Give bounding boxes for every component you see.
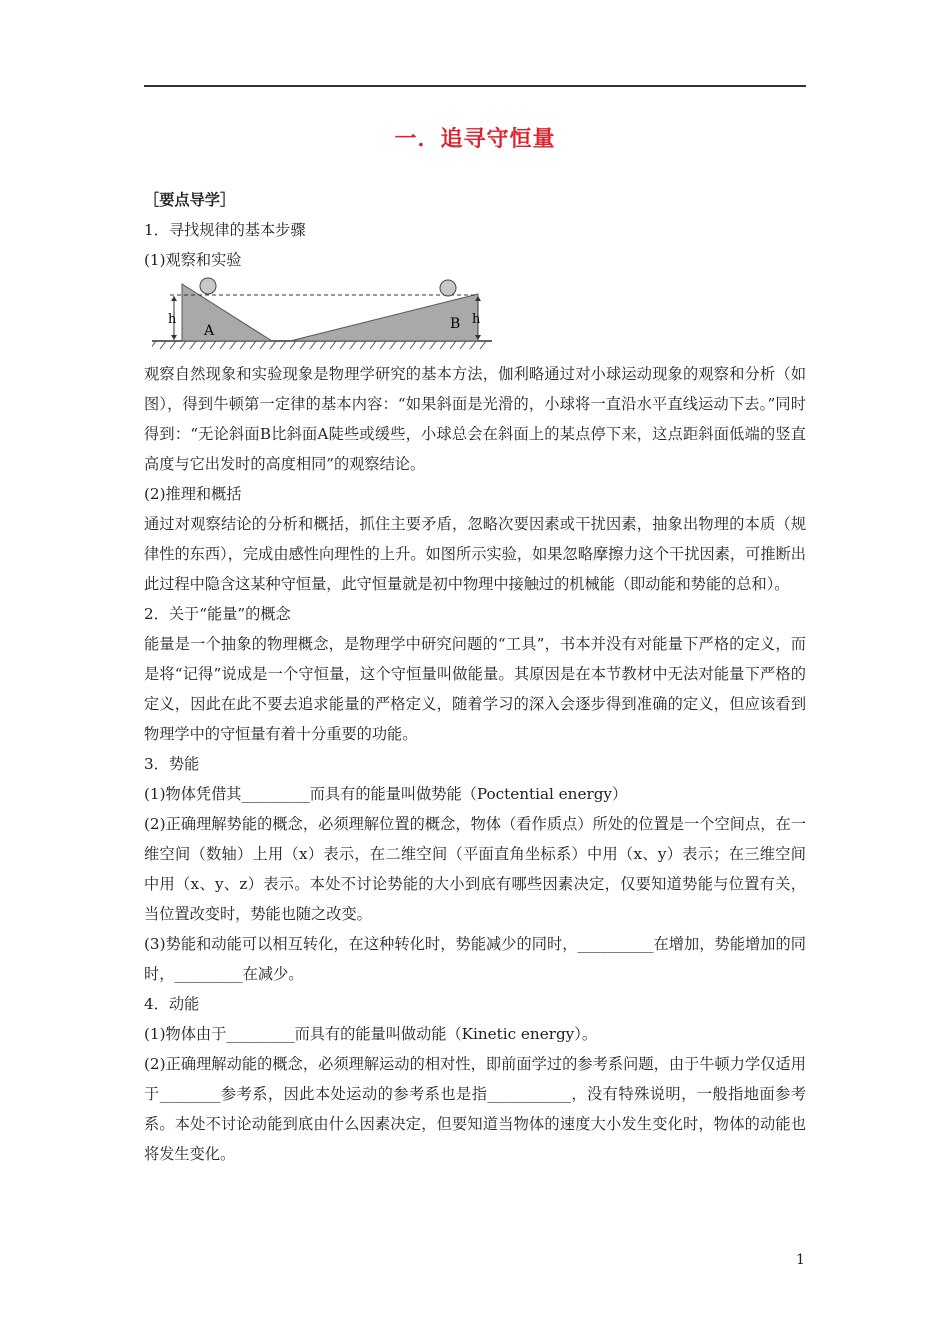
incline-label-b: B [450, 316, 461, 332]
section-heading: ［要点导学］ [144, 191, 236, 209]
paragraph: (3)势能和动能可以相互转化，在这种转化时，势能减少的同时，__________在增加，势能增加的同时，_________在减少。 [144, 935, 806, 983]
paragraph: 观察自然现象和实验现象是物理学研究的基本方法，伽利略通过对小球运动现象的观察和分析（如图），得到牛顿第一定律的基本内容：“如果斜面是光滑的，小球将一直沿水平直线运动下去。”同时得到：“无论斜面B比斜面A陡些或缓些，小球总会在斜面上的某点停下来，这点距斜面低端的竖直高度与它出发时的高度相同”的观察结论。 [144, 365, 806, 473]
text-line: (1)物体凭借其_________而具有的能量叫做势能（Poctential energy） [144, 785, 628, 803]
page-title: 一．追寻守恒量 [394, 127, 556, 152]
text-line: 1．寻找规律的基本步骤 [144, 221, 306, 239]
page-number: 1 [796, 1252, 805, 1268]
incline-diagram [152, 277, 492, 357]
paragraph: 通过对观察结论的分析和概括，抓住主要矛盾，忽略次要因素或干扰因素，抽象出物理的本质（规律性的东西），完成由感性向理性的上升。如图所示实验，如果忽略摩擦力这个干扰因素，可推断出此过程中隐含这某种守恒量，此守恒量就是初中物理中接触过的机械能（即动能和势能的总和）。 [144, 515, 806, 593]
text-line: 3．势能 [144, 755, 200, 773]
document-body [144, 185, 806, 1169]
text-line: (2)推理和概括 [144, 485, 242, 503]
height-label-a: h [168, 312, 177, 327]
ball-b [440, 280, 456, 296]
text-line: 2．关于“能量”的概念 [144, 605, 291, 623]
incline-label-a: A [204, 323, 215, 339]
incline-a [182, 284, 272, 341]
paragraph: (2)正确理解势能的概念，必须理解位置的概念，物体（看作质点）所处的位置是一个空间点，在一维空间（数轴）上用（x）表示，在二维空间（平面直角坐标系）中用（x、y）表示；在三维空间中用（x、y、z）表示。本处不讨论势能的大小到底有哪些因素决定，仅要知道势能与位置有关，当位置改变时，势能也随之改变。 [144, 815, 806, 923]
paragraph: 能量是一个抽象的物理概念，是物理学中研究问题的“工具”，书本并没有对能量下严格的定义，而是将“记得”说成是一个守恒量，这个守恒量叫做能量。其原因是在本节教材中无法对能量下严格的定义，因此在此不要去追求能量的严格定义，随着学习的深入会逐步得到准确的定义，但应该看到物理学中的守恒量有着十分重要的功能。 [144, 635, 806, 743]
text-line: (1)观察和实验 [144, 251, 242, 269]
text-line: (1)物体由于_________而具有的能量叫做动能（Kinetic energy）。 [144, 1025, 598, 1043]
ground-hatching [152, 341, 486, 349]
text-line: 4．动能 [144, 995, 200, 1013]
incline-figure [144, 275, 806, 359]
header-rule [144, 85, 806, 87]
height-label-b: h [472, 312, 481, 327]
paragraph: (2)正确理解动能的概念，必须理解运动的相对性，即前面学过的参考系问题，由于牛顿力学仅适用于________参考系，因此本处运动的参考系也是指___________，没有特殊说明，一般指地面参考系。本处不讨论动能到底由什么因素决定，但要知道当物体的速度大小发生变化时，物体的动能也将发生变化。 [144, 1055, 806, 1163]
ball-a [200, 278, 216, 294]
